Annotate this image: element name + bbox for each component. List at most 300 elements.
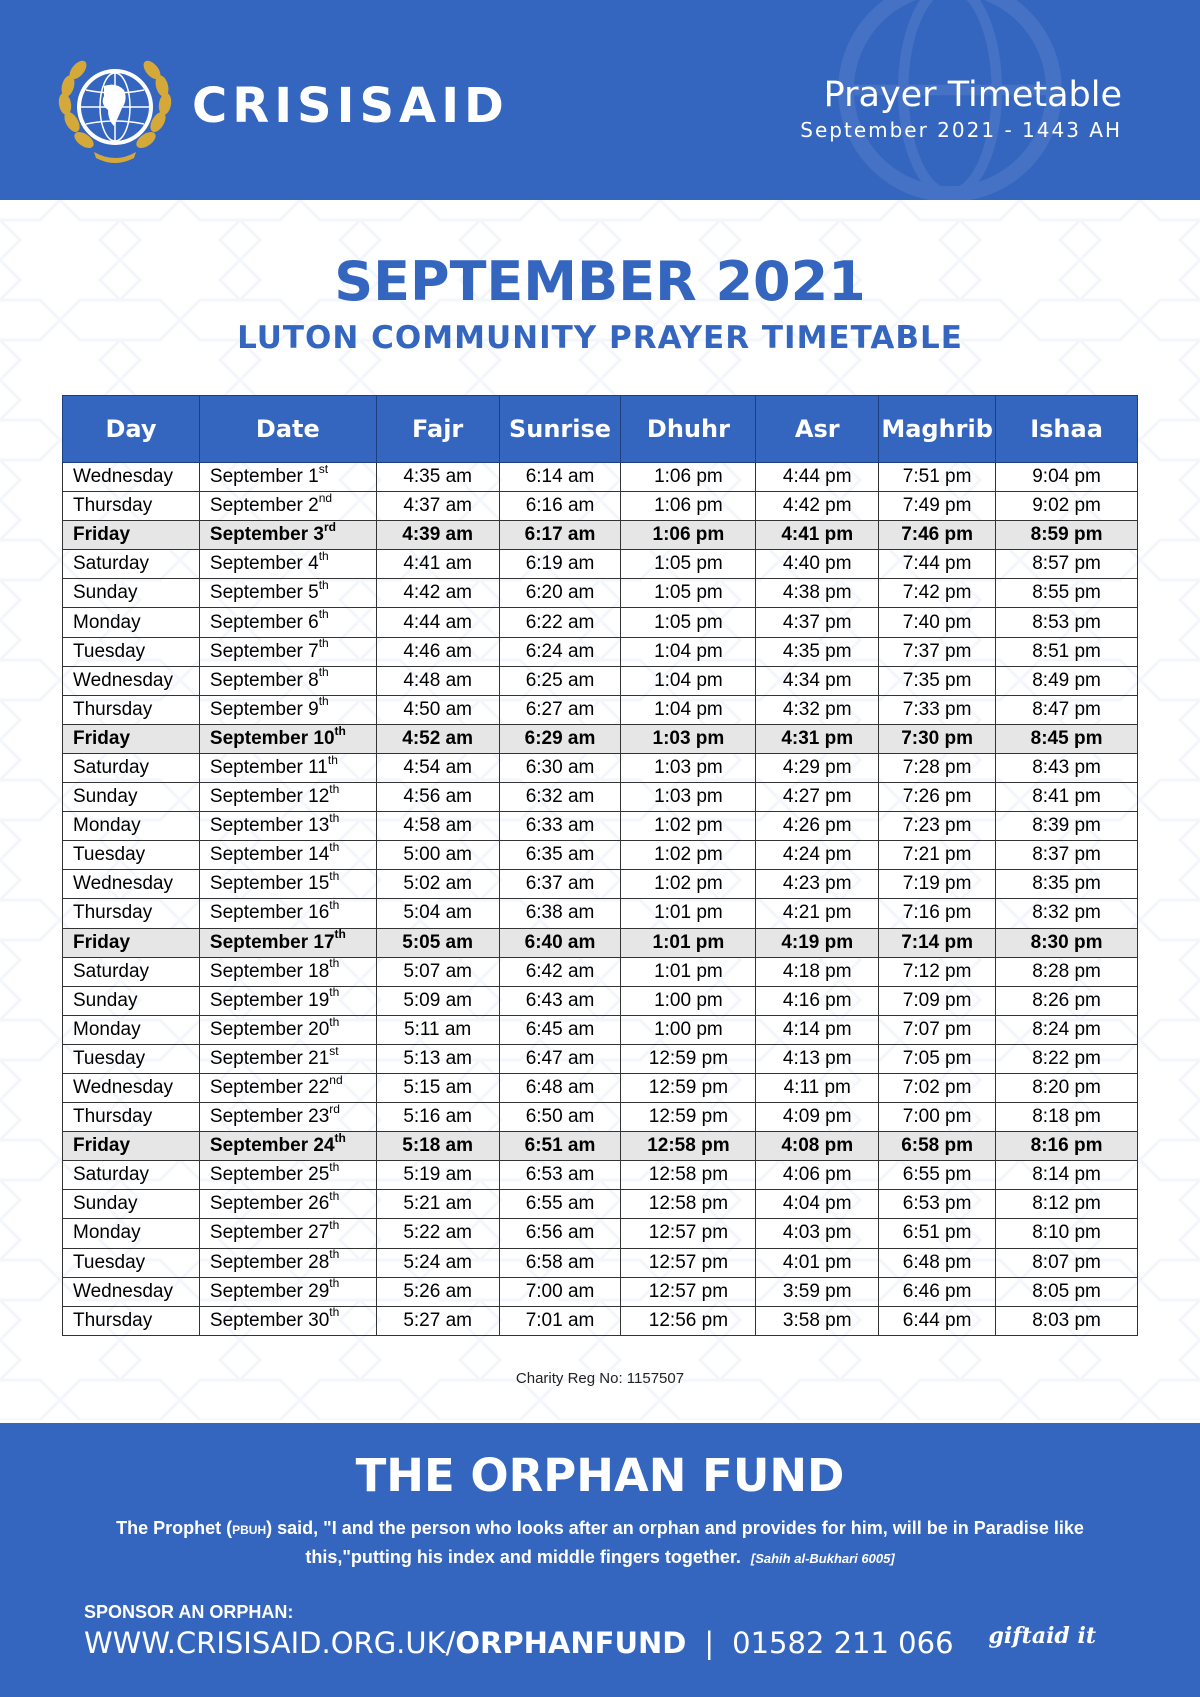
date-text: September 10 <box>209 727 335 749</box>
cell-date <box>199 521 376 550</box>
table-row <box>63 579 1138 608</box>
cell-fajr: 5:19 am <box>376 1161 499 1190</box>
cell-sunrise: 6:48 am <box>499 1073 621 1102</box>
cell-maghrib: 7:30 pm <box>879 724 996 753</box>
cell-maghrib: 7:35 pm <box>879 666 996 695</box>
cell-ishaa: 8:14 pm <box>996 1161 1138 1190</box>
cell-fajr: 5:16 am <box>376 1103 499 1132</box>
date-ordinal-suffix: th <box>318 665 329 680</box>
table-row <box>63 812 1138 841</box>
cell-fajr: 4:56 am <box>376 783 499 812</box>
cell-ishaa: 8:22 pm <box>996 1044 1138 1073</box>
cell-day: Thursday <box>63 899 200 928</box>
cell-fajr: 4:37 am <box>376 492 499 521</box>
cell-sunrise: 6:40 am <box>499 928 621 957</box>
column-header-maghrib: Maghrib <box>879 396 996 463</box>
cell-sunrise: 6:56 am <box>499 1219 621 1248</box>
date-text: September 9 <box>209 698 319 720</box>
date-text: September 5 <box>209 582 319 604</box>
cell-day: Thursday <box>63 1306 200 1335</box>
website-link-prefix[interactable]: WWW.CRISISAID.ORG.UK/ <box>84 1626 456 1660</box>
date-ordinal-suffix: th <box>318 636 329 651</box>
cell-ishaa: 8:10 pm <box>996 1219 1138 1248</box>
date-ordinal-suffix: th <box>334 723 346 738</box>
cell-dhuhr: 1:02 pm <box>621 841 756 870</box>
cell-dhuhr: 12:59 pm <box>621 1073 756 1102</box>
cell-sunrise: 6:20 am <box>499 579 621 608</box>
cell-dhuhr: 1:06 pm <box>621 463 756 492</box>
website-link-main[interactable]: ORPHANFUND <box>455 1626 687 1660</box>
table-row <box>63 1015 1138 1044</box>
crisisaid-logo-icon <box>54 52 176 166</box>
cell-date <box>199 841 376 870</box>
cell-date <box>199 1306 376 1335</box>
cell-dhuhr: 1:05 pm <box>621 579 756 608</box>
cell-maghrib: 6:46 pm <box>879 1277 996 1306</box>
cell-fajr: 4:35 am <box>376 463 499 492</box>
cell-fajr: 5:15 am <box>376 1073 499 1102</box>
cell-sunrise: 6:42 am <box>499 957 621 986</box>
date-ordinal-suffix: th <box>318 578 329 593</box>
cell-sunrise: 6:30 am <box>499 753 621 782</box>
table-row <box>63 1161 1138 1190</box>
cell-asr: 4:38 pm <box>756 579 879 608</box>
date-ordinal-suffix: th <box>329 985 340 1000</box>
cell-dhuhr: 1:06 pm <box>621 521 756 550</box>
date-text: September 14 <box>209 844 330 866</box>
cell-sunrise: 6:17 am <box>499 521 621 550</box>
cell-maghrib: 7:51 pm <box>879 463 996 492</box>
page-title: SEPTEMBER 2021 <box>334 250 866 313</box>
table-row <box>63 1073 1138 1102</box>
cell-ishaa: 8:39 pm <box>996 812 1138 841</box>
cell-maghrib: 7:33 pm <box>879 695 996 724</box>
cell-maghrib: 7:28 pm <box>879 753 996 782</box>
cell-day: Thursday <box>63 695 200 724</box>
table-row <box>63 1132 1138 1161</box>
cell-maghrib: 6:58 pm <box>879 1132 996 1161</box>
cell-day: Wednesday <box>63 666 200 695</box>
date-ordinal-suffix: th <box>334 927 346 942</box>
cell-sunrise: 6:35 am <box>499 841 621 870</box>
cell-maghrib: 7:44 pm <box>879 550 996 579</box>
table-row <box>63 1248 1138 1277</box>
cell-ishaa: 8:47 pm <box>996 695 1138 724</box>
cell-dhuhr: 1:05 pm <box>621 608 756 637</box>
cell-sunrise: 6:45 am <box>499 1015 621 1044</box>
cell-date <box>199 1015 376 1044</box>
cell-maghrib: 6:53 pm <box>879 1190 996 1219</box>
cell-asr: 4:40 pm <box>756 550 879 579</box>
cell-date <box>199 899 376 928</box>
date-text: September 23 <box>209 1106 330 1128</box>
cell-fajr: 4:52 am <box>376 724 499 753</box>
date-ordinal-suffix: rd <box>323 519 336 534</box>
cell-asr: 4:35 pm <box>756 637 879 666</box>
cell-ishaa: 8:45 pm <box>996 724 1138 753</box>
date-ordinal-suffix: th <box>329 810 340 825</box>
cell-asr: 3:58 pm <box>756 1306 879 1335</box>
column-header-dhuhr: Dhuhr <box>621 396 756 463</box>
table-row <box>63 1103 1138 1132</box>
cell-asr: 4:27 pm <box>756 783 879 812</box>
cell-day: Sunday <box>63 783 200 812</box>
cell-fajr: 5:07 am <box>376 957 499 986</box>
cell-asr: 4:03 pm <box>756 1219 879 1248</box>
cell-day: Friday <box>63 521 200 550</box>
cell-ishaa: 8:26 pm <box>996 986 1138 1015</box>
cell-asr: 4:41 pm <box>756 521 879 550</box>
date-text: September 27 <box>209 1222 330 1244</box>
cell-date <box>199 463 376 492</box>
table-row <box>63 753 1138 782</box>
date-text: September 30 <box>209 1309 330 1331</box>
date-text: September 18 <box>209 960 330 982</box>
date-text: September 28 <box>209 1251 330 1273</box>
cell-day: Saturday <box>63 550 200 579</box>
cell-dhuhr: 12:59 pm <box>621 1044 756 1073</box>
date-ordinal-suffix: th <box>318 694 329 709</box>
cell-asr: 3:59 pm <box>756 1277 879 1306</box>
cell-day: Sunday <box>63 1190 200 1219</box>
cell-asr: 4:29 pm <box>756 753 879 782</box>
footer-banner <box>0 1423 1200 1697</box>
cell-maghrib: 7:05 pm <box>879 1044 996 1073</box>
quote-pbuh: PBUH <box>232 1523 267 1537</box>
cell-ishaa: 8:30 pm <box>996 928 1138 957</box>
cell-fajr: 5:04 am <box>376 899 499 928</box>
date-text: September 25 <box>209 1164 330 1186</box>
column-header-day: Day <box>63 396 200 463</box>
date-ordinal-suffix: th <box>329 1276 340 1291</box>
cell-date <box>199 1277 376 1306</box>
cell-day: Thursday <box>63 1103 200 1132</box>
date-text: September 7 <box>209 640 319 662</box>
cell-dhuhr: 1:01 pm <box>621 957 756 986</box>
cell-maghrib: 6:44 pm <box>879 1306 996 1335</box>
date-text: September 3 <box>209 524 324 546</box>
cell-ishaa: 8:28 pm <box>996 957 1138 986</box>
cell-maghrib: 7:02 pm <box>879 1073 996 1102</box>
cell-sunrise: 6:19 am <box>499 550 621 579</box>
cell-maghrib: 7:40 pm <box>879 608 996 637</box>
cell-date <box>199 608 376 637</box>
cell-sunrise: 6:58 am <box>499 1248 621 1277</box>
orphan-fund-title: THE ORPHAN FUND <box>355 1449 845 1502</box>
cell-ishaa: 8:41 pm <box>996 783 1138 812</box>
cell-dhuhr: 1:05 pm <box>621 550 756 579</box>
cell-dhuhr: 1:03 pm <box>621 724 756 753</box>
cell-day: Saturday <box>63 753 200 782</box>
cell-dhuhr: 1:04 pm <box>621 666 756 695</box>
cell-fajr: 5:11 am <box>376 1015 499 1044</box>
cell-ishaa: 8:18 pm <box>996 1103 1138 1132</box>
cell-ishaa: 8:32 pm <box>996 899 1138 928</box>
cell-maghrib: 7:46 pm <box>879 521 996 550</box>
date-text: September 11 <box>209 756 328 778</box>
cell-ishaa: 8:07 pm <box>996 1248 1138 1277</box>
cell-dhuhr: 1:02 pm <box>621 870 756 899</box>
cell-fajr: 4:58 am <box>376 812 499 841</box>
table-row <box>63 870 1138 899</box>
date-ordinal-suffix: th <box>318 607 329 622</box>
cell-asr: 4:13 pm <box>756 1044 879 1073</box>
table-row <box>63 550 1138 579</box>
table-row <box>63 463 1138 492</box>
cell-dhuhr: 12:57 pm <box>621 1277 756 1306</box>
date-text: September 2 <box>209 495 319 517</box>
cell-ishaa: 8:51 pm <box>996 637 1138 666</box>
cell-maghrib: 7:42 pm <box>879 579 996 608</box>
cell-ishaa: 8:49 pm <box>996 666 1138 695</box>
cell-asr: 4:42 pm <box>756 492 879 521</box>
date-text: September 29 <box>209 1280 330 1302</box>
cell-day: Friday <box>63 1132 200 1161</box>
cell-asr: 4:31 pm <box>756 724 879 753</box>
cell-sunrise: 6:14 am <box>499 463 621 492</box>
cell-ishaa: 8:43 pm <box>996 753 1138 782</box>
cell-dhuhr: 12:56 pm <box>621 1306 756 1335</box>
cell-asr: 4:08 pm <box>756 1132 879 1161</box>
cell-fajr: 5:24 am <box>376 1248 499 1277</box>
cell-sunrise: 7:01 am <box>499 1306 621 1335</box>
cell-fajr: 5:27 am <box>376 1306 499 1335</box>
cell-date <box>199 579 376 608</box>
cell-date <box>199 1248 376 1277</box>
cell-ishaa: 8:24 pm <box>996 1015 1138 1044</box>
cell-fajr: 5:00 am <box>376 841 499 870</box>
table-row <box>63 1306 1138 1335</box>
table-header-row <box>63 396 1138 463</box>
table-row <box>63 899 1138 928</box>
date-text: September 24 <box>209 1135 335 1157</box>
cell-day: Tuesday <box>63 1044 200 1073</box>
cell-date <box>199 1219 376 1248</box>
cell-ishaa: 8:37 pm <box>996 841 1138 870</box>
cell-ishaa: 8:57 pm <box>996 550 1138 579</box>
cell-maghrib: 6:51 pm <box>879 1219 996 1248</box>
cell-day: Monday <box>63 608 200 637</box>
cell-dhuhr: 12:57 pm <box>621 1219 756 1248</box>
cell-dhuhr: 1:03 pm <box>621 753 756 782</box>
hadith-quote <box>70 1515 1130 1572</box>
cell-sunrise: 6:29 am <box>499 724 621 753</box>
cell-day: Tuesday <box>63 1248 200 1277</box>
cell-asr: 4:21 pm <box>756 899 879 928</box>
cell-dhuhr: 1:00 pm <box>621 1015 756 1044</box>
cell-day: Saturday <box>63 1161 200 1190</box>
cell-fajr: 4:48 am <box>376 666 499 695</box>
date-text: September 6 <box>209 611 319 633</box>
cell-dhuhr: 12:58 pm <box>621 1132 756 1161</box>
date-text: September 4 <box>209 553 319 575</box>
cell-sunrise: 6:27 am <box>499 695 621 724</box>
date-ordinal-suffix: nd <box>318 490 333 505</box>
table-row <box>63 724 1138 753</box>
date-text: September 12 <box>209 786 330 808</box>
cell-day: Saturday <box>63 957 200 986</box>
giftaid-logo: giftaid it <box>988 1623 1096 1649</box>
cell-sunrise: 6:24 am <box>499 637 621 666</box>
cell-fajr: 5:09 am <box>376 986 499 1015</box>
contact-separator: | <box>704 1626 715 1660</box>
column-header-ishaa: Ishaa <box>996 396 1138 463</box>
cell-sunrise: 6:55 am <box>499 1190 621 1219</box>
date-text: September 13 <box>209 815 330 837</box>
cell-day: Wednesday <box>63 1073 200 1102</box>
cell-maghrib: 7:21 pm <box>879 841 996 870</box>
cell-ishaa: 8:03 pm <box>996 1306 1138 1335</box>
cell-day: Sunday <box>63 986 200 1015</box>
cell-fajr: 5:18 am <box>376 1132 499 1161</box>
cell-dhuhr: 1:03 pm <box>621 783 756 812</box>
date-text: September 16 <box>209 902 330 924</box>
cell-dhuhr: 1:06 pm <box>621 492 756 521</box>
cell-asr: 4:11 pm <box>756 1073 879 1102</box>
cell-dhuhr: 12:59 pm <box>621 1103 756 1132</box>
column-header-asr: Asr <box>756 396 879 463</box>
cell-date <box>199 550 376 579</box>
table-row <box>63 492 1138 521</box>
cell-date <box>199 783 376 812</box>
cell-date <box>199 1103 376 1132</box>
cell-asr: 4:06 pm <box>756 1161 879 1190</box>
cell-date <box>199 812 376 841</box>
date-text: September 15 <box>209 873 330 895</box>
cell-dhuhr: 1:02 pm <box>621 812 756 841</box>
cell-maghrib: 6:55 pm <box>879 1161 996 1190</box>
cell-sunrise: 6:51 am <box>499 1132 621 1161</box>
quote-source: [Sahih al-Bukhari 6005] <box>750 1551 895 1566</box>
cell-dhuhr: 1:00 pm <box>621 986 756 1015</box>
cell-sunrise: 6:22 am <box>499 608 621 637</box>
cell-fajr: 4:39 am <box>376 521 499 550</box>
header-title: Prayer Timetable <box>823 75 1122 115</box>
date-ordinal-suffix: th <box>329 956 340 971</box>
table-row <box>63 957 1138 986</box>
cell-sunrise: 6:32 am <box>499 783 621 812</box>
cell-date <box>199 1073 376 1102</box>
page-subtitle: LUTON COMMUNITY PRAYER TIMETABLE <box>237 320 963 356</box>
date-ordinal-suffix: nd <box>329 1072 343 1087</box>
cell-sunrise: 6:16 am <box>499 492 621 521</box>
cell-date <box>199 986 376 1015</box>
cell-asr: 4:37 pm <box>756 608 879 637</box>
cell-maghrib: 7:12 pm <box>879 957 996 986</box>
charity-reg-number: Charity Reg No: 1157507 <box>515 1370 685 1387</box>
cell-fajr: 4:42 am <box>376 579 499 608</box>
cell-asr: 4:23 pm <box>756 870 879 899</box>
cell-fajr: 5:26 am <box>376 1277 499 1306</box>
cell-ishaa: 8:55 pm <box>996 579 1138 608</box>
cell-date <box>199 957 376 986</box>
date-ordinal-suffix: th <box>329 1159 340 1174</box>
cell-ishaa: 8:35 pm <box>996 870 1138 899</box>
table-row <box>63 695 1138 724</box>
cell-fajr: 4:46 am <box>376 637 499 666</box>
cell-dhuhr: 1:01 pm <box>621 928 756 957</box>
table-row <box>63 1277 1138 1306</box>
cell-day: Wednesday <box>63 463 200 492</box>
column-header-date: Date <box>199 396 376 463</box>
phone-number[interactable]: 01582 211 066 <box>732 1626 954 1660</box>
date-ordinal-suffix: th <box>329 781 340 796</box>
date-ordinal-suffix: th <box>329 1014 340 1029</box>
cell-dhuhr: 12:58 pm <box>621 1161 756 1190</box>
cell-sunrise: 6:53 am <box>499 1161 621 1190</box>
cell-date <box>199 724 376 753</box>
cell-maghrib: 7:00 pm <box>879 1103 996 1132</box>
cell-asr: 4:19 pm <box>756 928 879 957</box>
cell-dhuhr: 12:58 pm <box>621 1190 756 1219</box>
cell-maghrib: 7:37 pm <box>879 637 996 666</box>
cell-date <box>199 753 376 782</box>
cell-fajr: 5:13 am <box>376 1044 499 1073</box>
cell-sunrise: 7:00 am <box>499 1277 621 1306</box>
cell-asr: 4:01 pm <box>756 1248 879 1277</box>
date-ordinal-suffix: th <box>318 549 329 563</box>
date-ordinal-suffix: th <box>329 898 340 913</box>
table-row <box>63 1190 1138 1219</box>
cell-date <box>199 1161 376 1190</box>
date-ordinal-suffix: st <box>329 1043 339 1058</box>
cell-date <box>199 928 376 957</box>
cell-date <box>199 870 376 899</box>
date-ordinal-suffix: th <box>329 1189 340 1204</box>
cell-ishaa: 8:59 pm <box>996 521 1138 550</box>
cell-maghrib: 6:48 pm <box>879 1248 996 1277</box>
cell-ishaa: 8:16 pm <box>996 1132 1138 1161</box>
quote-text-start: The Prophet ( <box>116 1518 233 1538</box>
cell-day: Monday <box>63 1219 200 1248</box>
cell-dhuhr: 1:04 pm <box>621 695 756 724</box>
date-text: September 26 <box>209 1193 330 1215</box>
date-text: September 22 <box>209 1077 330 1099</box>
date-text: September 8 <box>209 669 319 691</box>
cell-fajr: 5:02 am <box>376 870 499 899</box>
date-ordinal-suffix: th <box>329 839 340 854</box>
cell-maghrib: 7:16 pm <box>879 899 996 928</box>
cell-asr: 4:44 pm <box>756 463 879 492</box>
date-ordinal-suffix: th <box>329 1305 340 1320</box>
header-banner <box>0 0 1200 200</box>
cell-day: Monday <box>63 812 200 841</box>
date-text: September 19 <box>209 989 330 1011</box>
date-ordinal-suffix: st <box>318 461 329 476</box>
table-row <box>63 928 1138 957</box>
cell-sunrise: 6:33 am <box>499 812 621 841</box>
cell-fajr: 4:50 am <box>376 695 499 724</box>
cell-asr: 4:24 pm <box>756 841 879 870</box>
cell-fajr: 4:44 am <box>376 608 499 637</box>
cell-sunrise: 6:50 am <box>499 1103 621 1132</box>
date-ordinal-suffix: th <box>329 869 340 884</box>
table-row <box>63 841 1138 870</box>
table-body <box>63 463 1138 1336</box>
cell-asr: 4:04 pm <box>756 1190 879 1219</box>
date-text: September 1 <box>209 466 319 488</box>
cell-date <box>199 1132 376 1161</box>
date-ordinal-suffix: rd <box>329 1101 340 1116</box>
cell-maghrib: 7:09 pm <box>879 986 996 1015</box>
column-header-fajr: Fajr <box>376 396 499 463</box>
cell-asr: 4:14 pm <box>756 1015 879 1044</box>
cell-dhuhr: 1:04 pm <box>621 637 756 666</box>
cell-ishaa: 8:12 pm <box>996 1190 1138 1219</box>
cell-sunrise: 6:25 am <box>499 666 621 695</box>
table-row <box>63 1044 1138 1073</box>
cell-sunrise: 6:43 am <box>499 986 621 1015</box>
